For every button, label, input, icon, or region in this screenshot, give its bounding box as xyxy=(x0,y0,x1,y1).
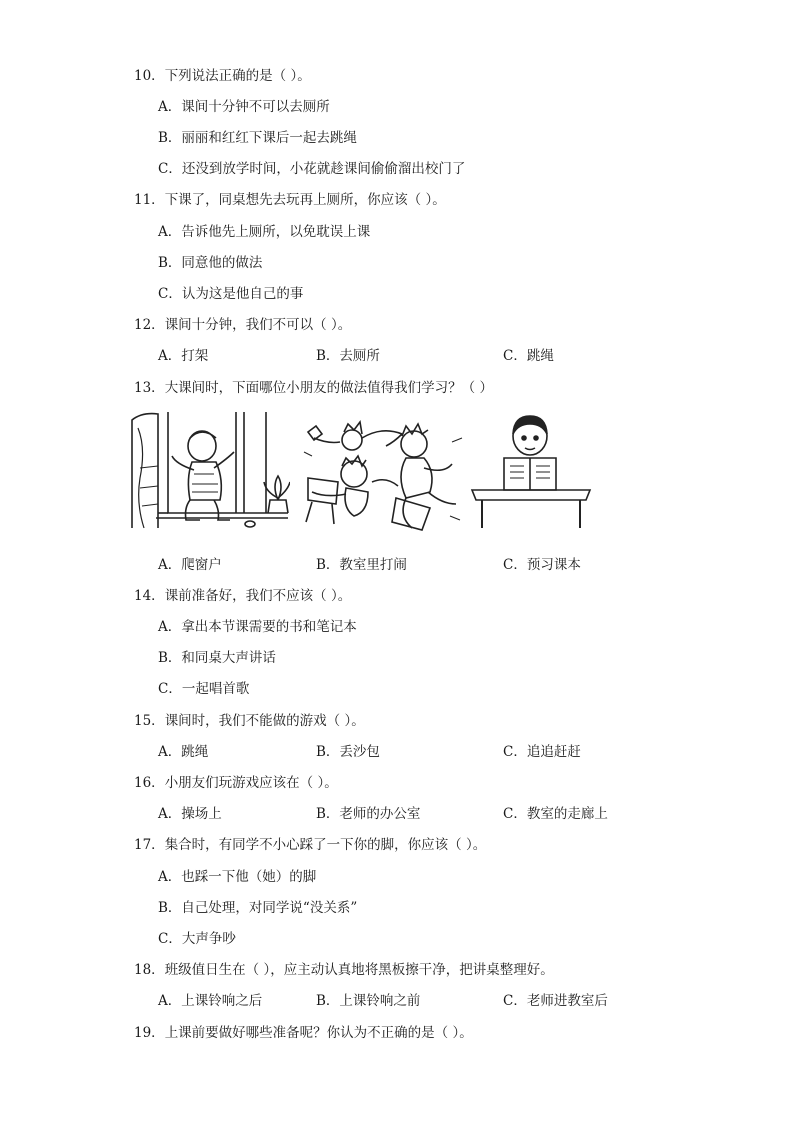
question-text: 课前准备好，我们不应该（ ）。 xyxy=(164,588,352,604)
question-text: 课间时，我们不能做的游戏（ ）。 xyxy=(164,713,365,729)
question-18 xyxy=(134,962,554,978)
question-text: 班级值日生在（ ），应主动认真地将黑板擦干净，把讲桌整理好。 xyxy=(164,962,554,978)
question-text: 下课了，同桌想先去玩再上厕所，你应该（ ）。 xyxy=(164,192,446,208)
option-15-b[interactable]: B．丢沙包 xyxy=(316,744,380,760)
question-13 xyxy=(134,380,493,396)
question-12 xyxy=(134,317,351,333)
question-number: 18． xyxy=(134,962,165,978)
option-10-a[interactable]: A．课间十分钟不可以去厕所 xyxy=(158,99,330,115)
option-14-c[interactable]: C．一起唱首歌 xyxy=(158,681,250,697)
question-number: 12． xyxy=(134,317,165,333)
question-17 xyxy=(134,837,486,853)
question-text: 下列说法正确的是（ ）。 xyxy=(164,68,311,84)
option-16-a[interactable]: A．操场上 xyxy=(158,806,222,822)
option-18-c[interactable]: C．老师进教室后 xyxy=(503,993,608,1009)
question-15 xyxy=(134,713,365,729)
question-14 xyxy=(134,588,351,604)
question-number: 15． xyxy=(134,713,165,729)
classroom-fighting-illustration xyxy=(302,412,464,534)
option-18-a[interactable]: A．上课铃响之后 xyxy=(158,993,263,1009)
option-10-b[interactable]: B．丽丽和红红下课后一起去跳绳 xyxy=(158,130,357,146)
option-13-b[interactable]: B．教室里打闹 xyxy=(316,557,407,573)
question-text: 小朋友们玩游戏应该在（ ）。 xyxy=(164,775,338,791)
question-11 xyxy=(134,192,446,208)
question-16 xyxy=(134,775,338,791)
option-14-a[interactable]: A．拿出本节课需要的书和笔记本 xyxy=(158,619,357,635)
option-15-a[interactable]: A．跳绳 xyxy=(158,744,209,760)
option-10-c[interactable]: C．还没到放学时间，小花就趁课间偷偷溜出校门了 xyxy=(158,161,466,177)
question-number: 13． xyxy=(134,380,165,396)
question-text: 上课前要做好哪些准备呢？你认为不正确的是（ ）。 xyxy=(164,1025,473,1041)
question-10 xyxy=(134,68,311,84)
question-number: 16． xyxy=(134,775,165,791)
option-12-c[interactable]: C．跳绳 xyxy=(503,348,554,364)
question-number: 19． xyxy=(134,1025,165,1041)
option-16-b[interactable]: B．老师的办公室 xyxy=(316,806,421,822)
question-19 xyxy=(134,1025,473,1041)
question-text: 集合时，有同学不小心踩了一下你的脚，你应该（ ）。 xyxy=(164,837,487,853)
option-16-c[interactable]: C．教室的走廊上 xyxy=(503,806,608,822)
option-17-c[interactable]: C．大声争吵 xyxy=(158,931,236,947)
question-text: 大课间时，下面哪位小朋友的做法值得我们学习？（ ） xyxy=(164,380,493,396)
question-number: 17． xyxy=(134,837,165,853)
option-17-a[interactable]: A．也踩一下他（她）的脚 xyxy=(158,869,317,885)
question-number: 14． xyxy=(134,588,165,604)
option-13-c[interactable]: C．预习课本 xyxy=(503,557,581,573)
window-climbing-illustration xyxy=(128,408,290,530)
question-number: 11． xyxy=(134,192,165,208)
option-12-a[interactable]: A．打架 xyxy=(158,348,209,364)
option-17-b[interactable]: B．自己处理，对同学说“没关系” xyxy=(158,900,358,916)
option-13-a[interactable]: A．爬窗户 xyxy=(158,557,222,573)
option-15-c[interactable]: C．追追赶赶 xyxy=(503,744,581,760)
option-18-b[interactable]: B．上课铃响之前 xyxy=(316,993,421,1009)
option-11-b[interactable]: B．同意他的做法 xyxy=(158,255,263,271)
option-11-a[interactable]: A．告诉他先上厕所，以免耽误上课 xyxy=(158,224,371,240)
option-14-b[interactable]: B．和同桌大声讲话 xyxy=(158,650,276,666)
option-11-c[interactable]: C．认为这是他自己的事 xyxy=(158,286,304,302)
question-number: 10． xyxy=(134,68,165,84)
reading-book-illustration xyxy=(470,408,592,530)
option-12-b[interactable]: B．去厕所 xyxy=(316,348,380,364)
question-text: 课间十分钟，我们不可以（ ）。 xyxy=(164,317,352,333)
